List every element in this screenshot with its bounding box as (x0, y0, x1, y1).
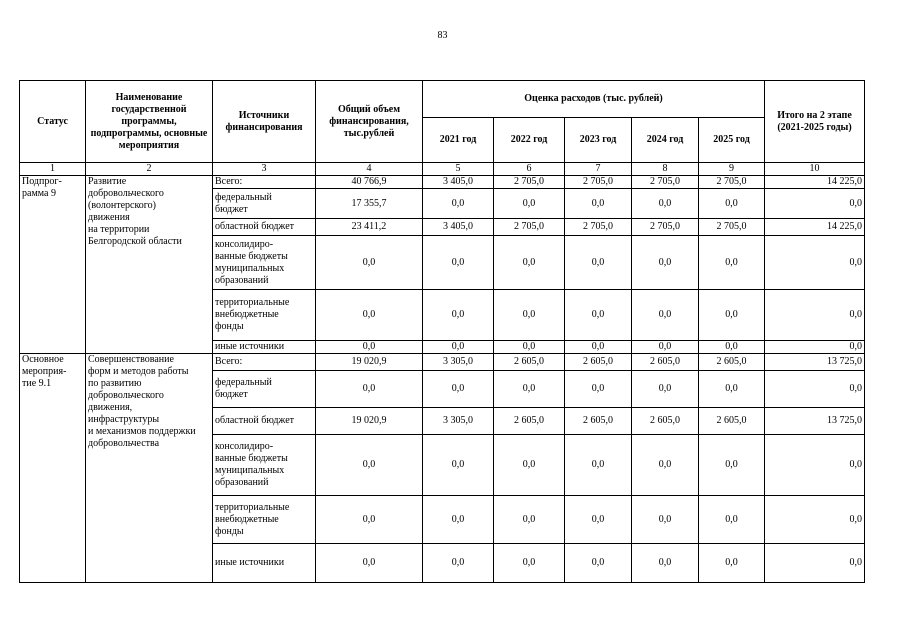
year-value-cell: 3 405,0 (423, 176, 494, 189)
year-value-cell: 0,0 (494, 290, 565, 341)
source-cell: территориальные внебюджетные фонды (213, 496, 316, 544)
header-sources: Источники финансирования (213, 81, 316, 163)
year-value-cell: 0,0 (423, 371, 494, 408)
year-value-cell: 0,0 (565, 435, 632, 496)
year-value-cell: 2 605,0 (699, 354, 765, 371)
year-value-cell: 0,0 (494, 236, 565, 290)
year-value-cell: 0,0 (699, 435, 765, 496)
year-value-cell: 2 705,0 (632, 219, 699, 236)
column-number: 9 (699, 163, 765, 176)
year-value-cell: 0,0 (632, 496, 699, 544)
year-value-cell: 0,0 (699, 341, 765, 354)
column-number: 5 (423, 163, 494, 176)
header-year: 2025 год (699, 118, 765, 163)
year-value-cell: 2 705,0 (699, 219, 765, 236)
year-value-cell: 2 705,0 (494, 219, 565, 236)
total-financing-cell: 40 766,9 (316, 176, 423, 189)
column-number: 10 (765, 163, 865, 176)
table-row (20, 354, 865, 371)
year-value-cell: 0,0 (632, 435, 699, 496)
source-cell: Всего: (213, 354, 316, 371)
header-name: Наименование государственной программы, подпрограммы, основные мероприятия (86, 81, 213, 163)
program-name-cell: Развитие добровольческого (волонтерского) движения на территории Белгородской области (86, 176, 213, 354)
header-estimate: Оценка расходов (тыс. рублей) (423, 81, 765, 118)
year-value-cell: 3 305,0 (423, 354, 494, 371)
year-value-cell: 0,0 (494, 371, 565, 408)
stage-total-cell: 13 725,0 (765, 408, 865, 435)
year-value-cell: 0,0 (565, 236, 632, 290)
year-value-cell: 2 705,0 (699, 176, 765, 189)
page-number: 83 (437, 30, 448, 41)
year-value-cell: 2 605,0 (632, 354, 699, 371)
source-cell: иные источники (213, 341, 316, 354)
year-value-cell: 0,0 (423, 435, 494, 496)
source-cell: консолидиро- ванные бюджеты муниципальных образований (213, 435, 316, 496)
year-value-cell: 0,0 (494, 544, 565, 583)
total-financing-cell: 19 020,9 (316, 354, 423, 371)
column-number: 7 (565, 163, 632, 176)
total-financing-cell: 23 411,2 (316, 219, 423, 236)
year-value-cell: 0,0 (494, 341, 565, 354)
year-value-cell: 2 605,0 (494, 354, 565, 371)
header-year: 2021 год (423, 118, 494, 163)
source-cell: федеральный бюджет (213, 371, 316, 408)
year-value-cell: 0,0 (565, 544, 632, 583)
year-value-cell: 0,0 (699, 189, 765, 219)
stage-total-cell: 0,0 (765, 290, 865, 341)
year-value-cell: 0,0 (423, 236, 494, 290)
header-year: 2023 год (565, 118, 632, 163)
status-cell: Подпрог- рамма 9 (20, 176, 86, 354)
header-status: Статус (20, 81, 86, 163)
year-value-cell: 0,0 (423, 189, 494, 219)
year-value-cell: 0,0 (632, 189, 699, 219)
year-value-cell: 0,0 (565, 496, 632, 544)
year-value-cell: 0,0 (565, 290, 632, 341)
year-value-cell: 0,0 (423, 341, 494, 354)
header-total: Общий объем финансирования, тыс.рублей (316, 81, 423, 163)
source-cell: иные источники (213, 544, 316, 583)
stage-total-cell: 0,0 (765, 435, 865, 496)
header-year: 2022 год (494, 118, 565, 163)
total-financing-cell: 0,0 (316, 496, 423, 544)
header-year: 2024 год (632, 118, 699, 163)
source-cell: Всего: (213, 176, 316, 189)
column-number: 6 (494, 163, 565, 176)
total-financing-cell: 0,0 (316, 371, 423, 408)
year-value-cell: 0,0 (632, 371, 699, 408)
year-value-cell: 2 605,0 (632, 408, 699, 435)
year-value-cell: 2 605,0 (565, 408, 632, 435)
year-value-cell: 3 405,0 (423, 219, 494, 236)
stage-total-cell: 14 225,0 (765, 176, 865, 189)
total-financing-cell: 0,0 (316, 341, 423, 354)
stage-total-cell: 0,0 (765, 544, 865, 583)
year-value-cell: 0,0 (632, 544, 699, 583)
year-value-cell: 0,0 (423, 496, 494, 544)
stage-total-cell: 13 725,0 (765, 354, 865, 371)
year-value-cell: 0,0 (699, 544, 765, 583)
stage-total-cell: 0,0 (765, 371, 865, 408)
year-value-cell: 0,0 (699, 371, 765, 408)
year-value-cell: 0,0 (494, 189, 565, 219)
year-value-cell: 0,0 (494, 496, 565, 544)
source-cell: территориальные внебюджетные фонды (213, 290, 316, 341)
financing-table (19, 80, 865, 583)
year-value-cell: 0,0 (699, 496, 765, 544)
year-value-cell: 0,0 (699, 290, 765, 341)
stage-total-cell: 0,0 (765, 189, 865, 219)
table-row (20, 176, 865, 189)
total-financing-cell: 0,0 (316, 544, 423, 583)
year-value-cell: 0,0 (632, 236, 699, 290)
column-number: 2 (86, 163, 213, 176)
year-value-cell: 0,0 (632, 290, 699, 341)
total-financing-cell: 0,0 (316, 236, 423, 290)
stage-total-cell: 0,0 (765, 236, 865, 290)
year-value-cell: 0,0 (565, 189, 632, 219)
year-value-cell: 0,0 (423, 544, 494, 583)
year-value-cell: 0,0 (565, 341, 632, 354)
column-number: 4 (316, 163, 423, 176)
column-number: 3 (213, 163, 316, 176)
column-number: 1 (20, 163, 86, 176)
total-financing-cell: 19 020,9 (316, 408, 423, 435)
total-financing-cell: 17 355,7 (316, 189, 423, 219)
year-value-cell: 0,0 (423, 290, 494, 341)
total-financing-cell: 0,0 (316, 290, 423, 341)
source-cell: федеральный бюджет (213, 189, 316, 219)
year-value-cell: 2 705,0 (494, 176, 565, 189)
source-cell: консолидиро- ванные бюджеты муниципальных образований (213, 236, 316, 290)
year-value-cell: 2 605,0 (494, 408, 565, 435)
year-value-cell: 0,0 (494, 435, 565, 496)
header-stage-total: Итого на 2 этапе (2021-2025 годы) (765, 81, 865, 163)
year-value-cell: 2 705,0 (565, 176, 632, 189)
stage-total-cell: 0,0 (765, 341, 865, 354)
year-value-cell: 0,0 (565, 371, 632, 408)
year-value-cell: 0,0 (699, 236, 765, 290)
year-value-cell: 0,0 (632, 341, 699, 354)
year-value-cell: 2 605,0 (565, 354, 632, 371)
total-financing-cell: 0,0 (316, 435, 423, 496)
status-cell: Основное мероприя- тие 9.1 (20, 354, 86, 583)
stage-total-cell: 14 225,0 (765, 219, 865, 236)
column-number: 8 (632, 163, 699, 176)
program-name-cell: Совершенствование форм и методов работы по развитию добровольческого движения, инфраструктуры и механизмов поддержки добровольчества (86, 354, 213, 583)
year-value-cell: 3 305,0 (423, 408, 494, 435)
year-value-cell: 2 705,0 (632, 176, 699, 189)
year-value-cell: 2 705,0 (565, 219, 632, 236)
source-cell: областной бюджет (213, 408, 316, 435)
year-value-cell: 2 605,0 (699, 408, 765, 435)
source-cell: областной бюджет (213, 219, 316, 236)
stage-total-cell: 0,0 (765, 496, 865, 544)
